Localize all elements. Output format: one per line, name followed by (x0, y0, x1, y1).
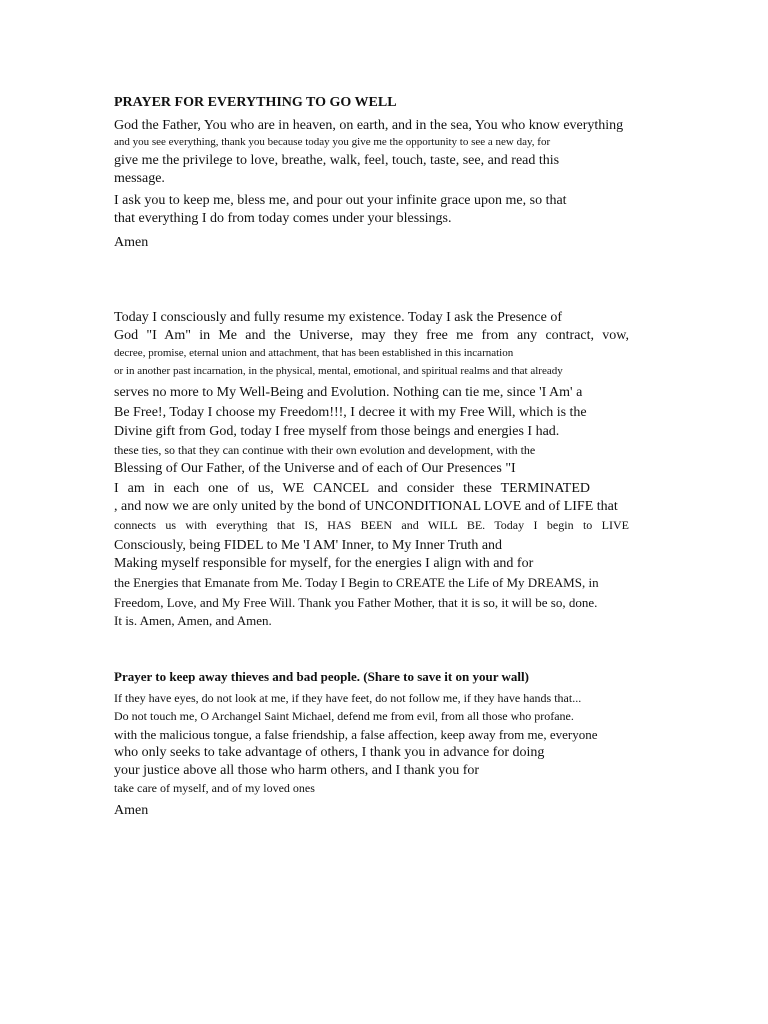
prayer-line: I ask you to keep me, bless me, and pour out your infinite grace upon me, so that (114, 193, 567, 208)
prayer-line: It is. Amen, Amen, and Amen. (114, 613, 272, 628)
prayer-line: take care of myself, and of my loved ones (114, 781, 315, 795)
prayer-line: or in another past incarnation, in the physical, mental, emotional, and spiritual realms and that already (114, 365, 563, 377)
prayer-line: God "I Am" in Me and the Universe, may they free me from any contract, vow, (114, 328, 629, 343)
prayer-line: Blessing of Our Father, of the Universe and of each of Our Presences "I (114, 461, 516, 476)
prayer-line: decree, promise, eternal union and attachment, that has been established in this incarnation (114, 347, 514, 359)
prayer-line: Freedom, Love, and My Free Will. Thank you Father Mother, that it is so, it will be so, done. (114, 595, 598, 610)
prayer-line: these ties, so that they can continue with their own evolution and development, with the (114, 443, 536, 457)
prayer-closing: Amen (114, 803, 149, 818)
prayer-line: connects us with everything that IS, HAS BEEN and WILL BE. Today I begin to LIVE (114, 518, 629, 532)
prayer-line: Making myself responsible for myself, for the energies I align with and for (114, 556, 534, 571)
prayer-line: serves no more to My Well-Being and Evolution. Nothing can tie me, since 'I Am' a (114, 385, 583, 400)
prayer-line: , and now we are only united by the bond of UNCONDITIONAL LOVE and of LIFE that (114, 499, 618, 514)
prayer-line: who only seeks to take advantage of others, I thank you in advance for doing (114, 745, 545, 760)
prayer-line: Consciously, being FIDEL to Me 'I AM' Inner, to My Inner Truth and (114, 538, 503, 553)
prayer-line: If they have eyes, do not look at me, if they have feet, do not follow me, if they have hands that... (114, 691, 582, 705)
prayer-line: and you see everything, thank you because today you give me the opportunity to see a new day, for (114, 136, 551, 148)
prayer-title: PRAYER FOR EVERYTHING TO GO WELL (114, 95, 397, 110)
prayer-line: Do not touch me, O Archangel Saint Michael, defend me from evil, from all those who profane. (114, 709, 574, 723)
prayer-line: God the Father, You who are in heaven, on earth, and in the sea, You who know everything (114, 118, 624, 133)
prayer-line: I am in each one of us, WE CANCEL and consider these TERMINATED (114, 481, 590, 496)
prayer-line: Be Free!, Today I choose my Freedom!!!, I decree it with my Free Will, which is the (114, 405, 587, 420)
prayer-line: message. (114, 171, 165, 186)
prayer-closing: Amen (114, 235, 149, 250)
prayer-line: that everything I do from today comes under your blessings. (114, 211, 452, 226)
prayer-line: with the malicious tongue, a false friendship, a false affection, keep away from me, everyone (114, 727, 598, 742)
prayer-line: the Energies that Emanate from Me. Today I Begin to CREATE the Life of My DREAMS, in (114, 575, 599, 590)
prayer-line: give me the privilege to love, breathe, walk, feel, touch, taste, see, and read this (114, 153, 560, 168)
prayer-line: Today I consciously and fully resume my existence. Today I ask the Presence of (114, 310, 562, 325)
prayer-subtitle: Prayer to keep away thieves and bad people. (Share to save it on your wall) (114, 669, 529, 684)
prayer-line: your justice above all those who harm others, and I thank you for (114, 763, 480, 778)
prayer-line: Divine gift from God, today I free myself from those beings and energies I had. (114, 424, 560, 439)
